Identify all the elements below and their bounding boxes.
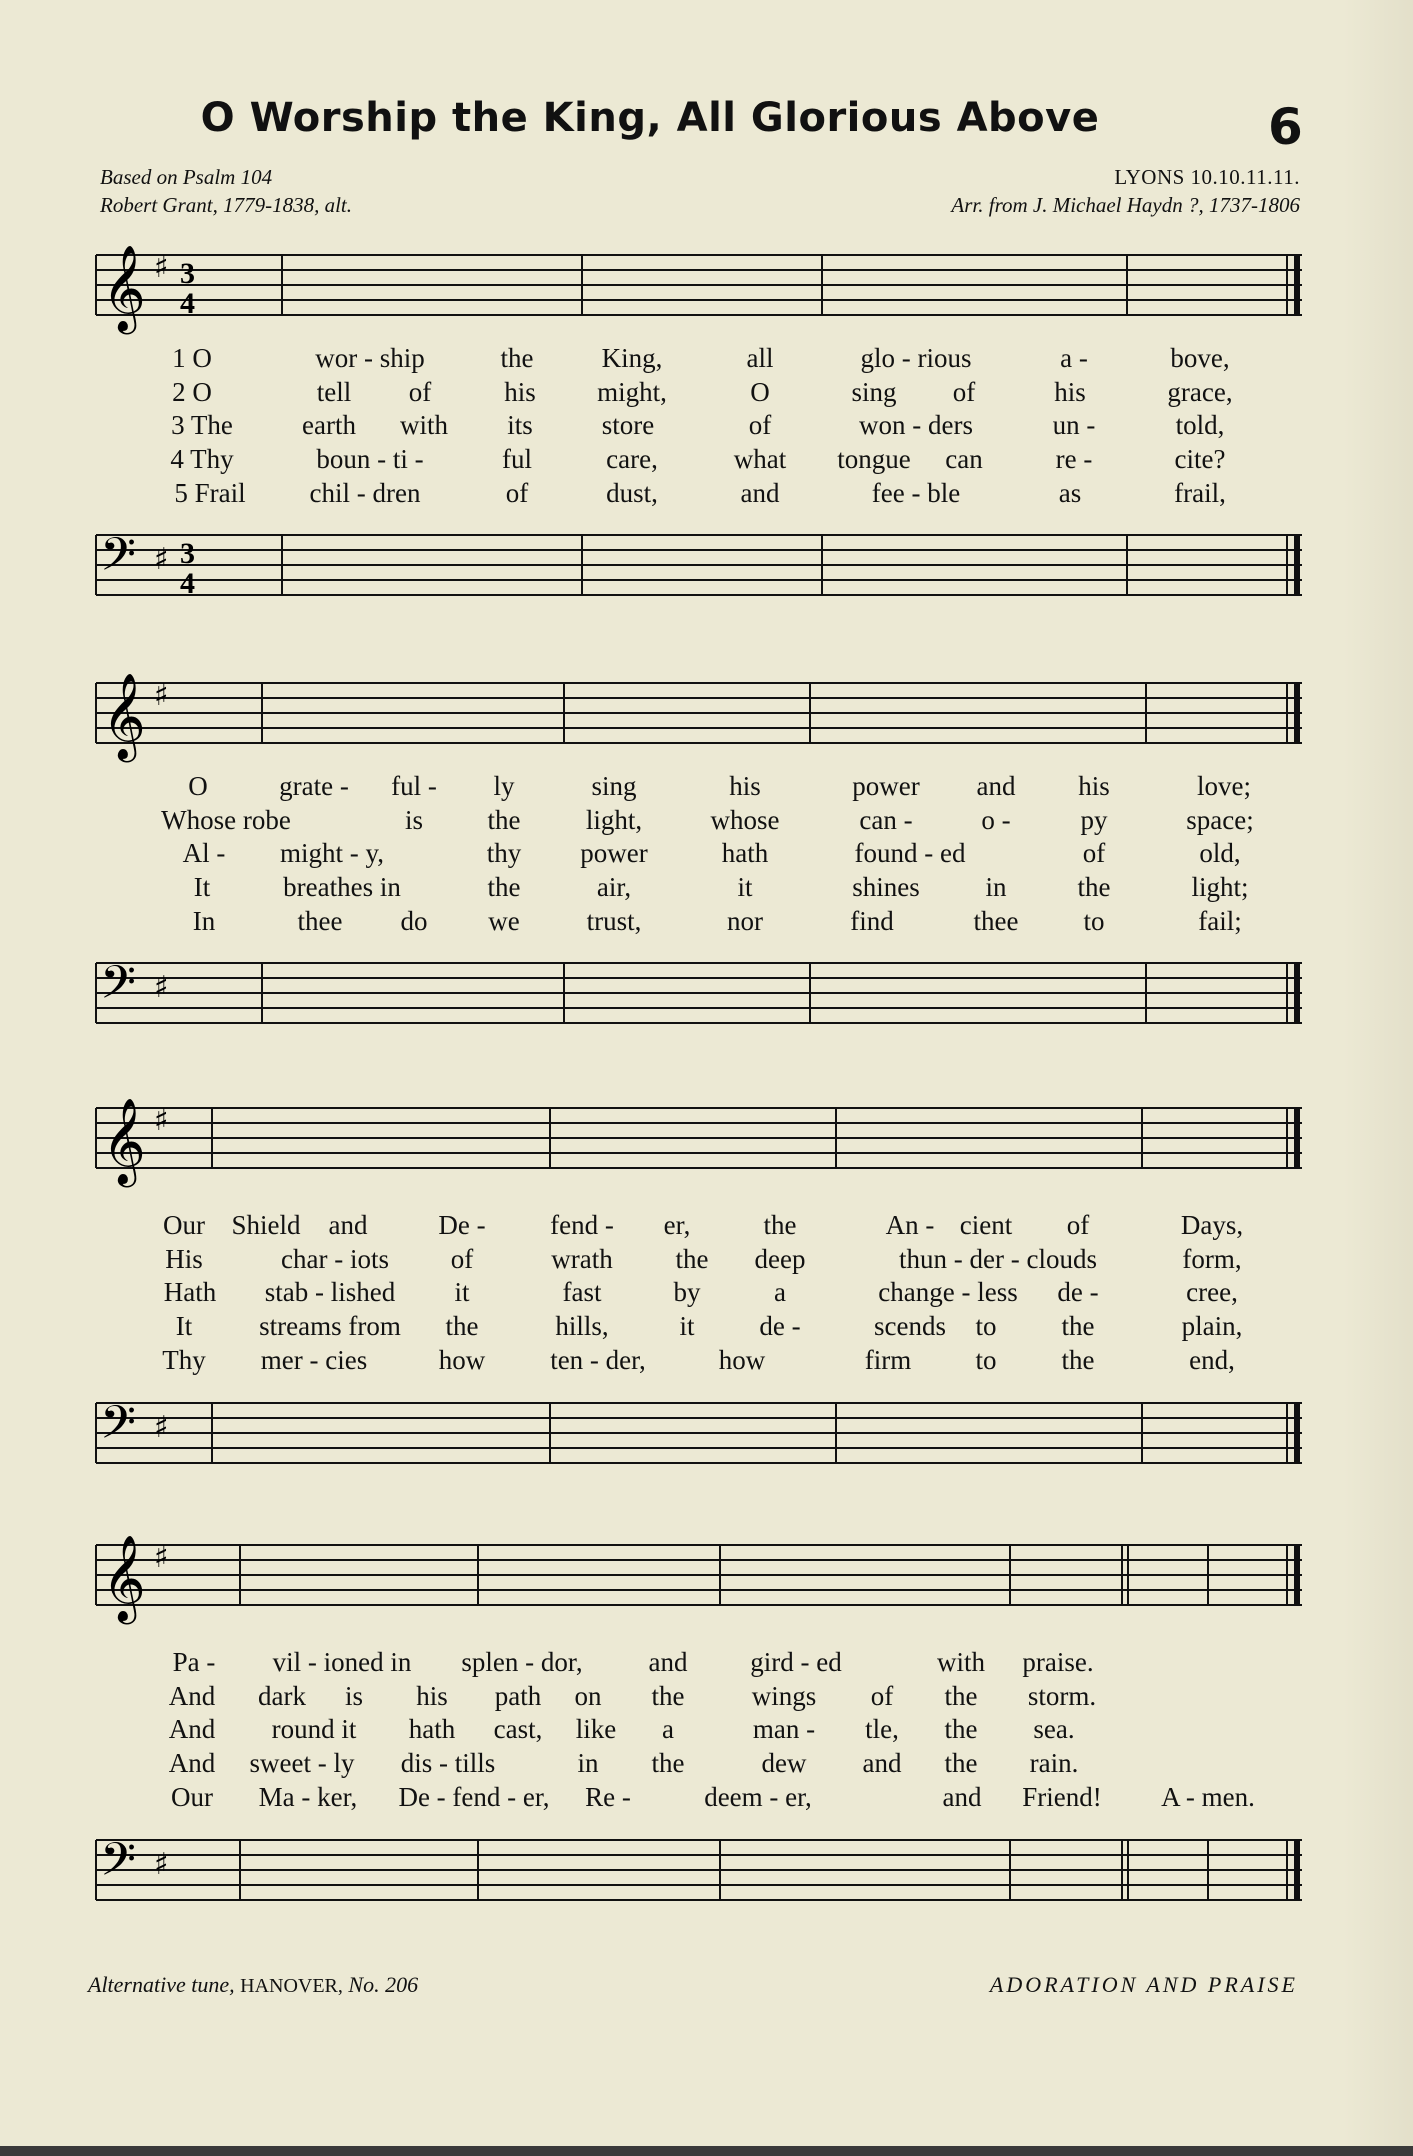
treble-staff — [92, 673, 1304, 759]
syllable: grate - — [279, 771, 349, 801]
hymn-title: O Worship the King, All Glorious Above — [200, 95, 1100, 141]
section-label: ADORATION AND PRAISE — [989, 1972, 1298, 1997]
syllable: cite? — [1174, 444, 1226, 474]
svg-text:♯: ♯ — [154, 1847, 169, 1882]
verse-3-line — [92, 1714, 1304, 1747]
syllable: air, — [596, 872, 632, 902]
syllable: tle, — [865, 1714, 899, 1744]
syllable: Hath — [163, 1277, 217, 1307]
syllable: a — [662, 1714, 674, 1744]
treble-staff — [92, 245, 1304, 331]
text-source: Based on Psalm 104 — [100, 165, 273, 189]
syllable: bove, — [1170, 343, 1230, 373]
syllable: the — [651, 1681, 685, 1711]
syllable: fend - — [550, 1210, 614, 1240]
syllable: fee - ble — [871, 478, 961, 508]
syllable: wings — [751, 1681, 817, 1711]
syllable: wor - ship — [315, 343, 425, 373]
syllable: the — [944, 1748, 978, 1778]
syllable: wrath — [551, 1244, 613, 1274]
syllable: 1 O — [172, 343, 212, 373]
syllable: and — [976, 771, 1016, 801]
verse-5-line — [92, 478, 1304, 511]
syllable: chil - dren — [309, 478, 421, 508]
syllable: store — [601, 410, 655, 440]
syllable: sing — [851, 377, 897, 407]
syllable: stab - lished — [264, 1277, 396, 1307]
syllable: thy — [486, 838, 522, 868]
syllable: his — [1078, 771, 1110, 801]
bass-staff-lines — [92, 528, 1304, 607]
syllable: by — [673, 1277, 701, 1307]
syllable: char - iots — [281, 1244, 389, 1274]
syllable: deem - er, — [704, 1782, 812, 1812]
syllable: dark — [258, 1681, 306, 1711]
syllable: nor — [727, 906, 763, 936]
syllable: love; — [1197, 771, 1251, 801]
syllable: Our — [171, 1782, 213, 1812]
bass-staff — [92, 956, 1304, 1035]
syllable: a — [774, 1277, 786, 1307]
svg-text:♯: ♯ — [154, 970, 169, 1005]
treble-staff-lines — [92, 1535, 1304, 1621]
syllable: De - — [438, 1210, 486, 1240]
svg-text:♯: ♯ — [154, 542, 169, 577]
svg-text:𝄞: 𝄞 — [102, 673, 146, 759]
syllable: breathes in — [283, 872, 401, 902]
syllable: frail, — [1174, 478, 1226, 508]
verse-2-line — [92, 1244, 1304, 1277]
syllable: storm. — [1027, 1681, 1097, 1711]
syllable: gird - ed — [750, 1647, 842, 1677]
syllable: trust, — [586, 906, 642, 936]
syllable: glo - rious — [860, 343, 972, 373]
syllable: A - men. — [1161, 1782, 1255, 1812]
syllable: and — [862, 1748, 902, 1778]
syllable: cast, — [493, 1714, 543, 1744]
svg-text:4: 4 — [180, 567, 195, 600]
syllable: of — [408, 377, 432, 407]
syllable: his — [416, 1681, 448, 1711]
syllable: dust, — [606, 478, 658, 508]
syllable: It — [193, 872, 211, 902]
syllable: in — [985, 872, 1007, 902]
syllable: as — [1058, 478, 1082, 508]
syllable: round it — [271, 1714, 357, 1744]
syllable: of — [450, 1244, 474, 1274]
alternative-tune-name: HANOVER, — [240, 1975, 343, 1997]
syllable: what — [733, 444, 787, 474]
syllable: hath — [721, 838, 769, 868]
syllable: tell — [316, 377, 352, 407]
syllable: on — [574, 1681, 602, 1711]
syllable: thee — [297, 906, 343, 936]
syllable: and — [740, 478, 780, 508]
verse-1-line — [92, 771, 1304, 804]
syllable: An - — [885, 1210, 935, 1240]
syllable: find — [850, 906, 894, 936]
syllable: his — [729, 771, 761, 801]
syllable: de - — [759, 1311, 801, 1341]
verse-2-line — [92, 805, 1304, 838]
syllable: to — [1083, 906, 1105, 936]
svg-text:𝄞: 𝄞 — [102, 1098, 146, 1184]
syllable: 4 Thy — [170, 444, 234, 474]
tune-name: LYONS 10.10.11.11. — [1114, 165, 1300, 189]
svg-text:♯: ♯ — [154, 678, 169, 713]
treble-staff-lines — [92, 673, 1304, 759]
syllable: O — [188, 771, 208, 801]
text-author: Robert Grant, 1779-1838, alt. — [100, 193, 352, 217]
syllable: the — [763, 1210, 797, 1240]
syllable: py — [1080, 805, 1108, 835]
syllable: scends — [874, 1311, 946, 1341]
syllable: is — [404, 805, 424, 835]
syllable: old, — [1199, 838, 1241, 868]
verse-3-line — [92, 410, 1304, 443]
syllable: thun - der - clouds — [899, 1244, 1097, 1274]
syllable: sing — [591, 771, 637, 801]
syllable: boun - ti - — [316, 444, 424, 474]
syllable: to — [975, 1311, 997, 1341]
syllable: the — [487, 805, 521, 835]
syllable: light; — [1191, 872, 1249, 902]
syllable: re - — [1055, 444, 1093, 474]
alternative-tune-number: No. 206 — [348, 1972, 419, 1997]
bass-staff-lines — [92, 1833, 1304, 1912]
syllable: plain, — [1181, 1311, 1243, 1341]
syllable: dis - tills — [400, 1748, 496, 1778]
scan-edge — [0, 2146, 1413, 2156]
syllable: like — [575, 1714, 617, 1744]
syllable: the — [1061, 1345, 1095, 1375]
syllable: his — [1054, 377, 1086, 407]
treble-staff — [92, 1098, 1304, 1184]
syllable: change - less — [878, 1277, 1018, 1307]
syllable: King, — [601, 343, 663, 373]
syllable: power — [580, 838, 648, 868]
syllable: the — [445, 1311, 479, 1341]
syllable: man - — [752, 1714, 816, 1744]
syllable: it — [454, 1277, 470, 1307]
syllable: sweet - ly — [249, 1748, 355, 1778]
syllable: grace, — [1167, 377, 1233, 407]
syllable: In — [192, 906, 216, 936]
svg-text:𝄢: 𝄢 — [100, 956, 137, 1021]
alternative-tune-note — [88, 1972, 418, 1998]
syllable: vil - ioned in — [272, 1647, 412, 1677]
syllable: er, — [663, 1210, 691, 1240]
syllable: un - — [1052, 410, 1096, 440]
treble-staff — [92, 1535, 1304, 1621]
syllable: the — [675, 1244, 709, 1274]
syllable: firm — [864, 1345, 912, 1375]
syllable: sea. — [1033, 1714, 1075, 1744]
syllable: ful - — [391, 771, 437, 801]
svg-text:♯: ♯ — [154, 1540, 169, 1575]
syllable: told, — [1175, 410, 1225, 440]
svg-text:𝄢: 𝄢 — [100, 528, 137, 593]
svg-text:𝄞: 𝄞 — [102, 1535, 146, 1621]
syllable: cree, — [1186, 1277, 1238, 1307]
verse-4-line — [92, 872, 1304, 905]
syllable: care, — [606, 444, 658, 474]
syllable: Whose robe — [161, 805, 291, 835]
treble-staff-lines — [92, 1098, 1304, 1184]
syllable: might - y, — [280, 838, 384, 868]
syllable: we — [488, 906, 520, 936]
verse-1-line — [92, 1210, 1304, 1243]
syllable: the — [487, 872, 521, 902]
syllable: Shield — [231, 1210, 301, 1240]
syllable: Al - — [182, 838, 226, 868]
svg-text:♯: ♯ — [154, 1410, 169, 1445]
syllable: is — [344, 1681, 364, 1711]
syllable: ful — [502, 444, 532, 474]
syllable: ten - der, — [550, 1345, 646, 1375]
syllable: with — [399, 410, 449, 440]
syllable: how — [438, 1345, 486, 1375]
syllable: end, — [1189, 1345, 1235, 1375]
syllable: won - ders — [859, 410, 973, 440]
syllable: form, — [1182, 1244, 1242, 1274]
syllable: de - — [1057, 1277, 1099, 1307]
syllable: dew — [761, 1748, 807, 1778]
syllable: Days, — [1180, 1210, 1244, 1240]
syllable: 3 The — [171, 410, 233, 440]
verse-1-line — [92, 1647, 1304, 1680]
svg-text:3: 3 — [180, 537, 195, 570]
syllable: a - — [1060, 343, 1088, 373]
syllable: can - — [859, 805, 913, 835]
syllable: and — [328, 1210, 368, 1240]
syllable: Our — [163, 1210, 205, 1240]
syllable: His — [165, 1244, 203, 1274]
syllable: it — [679, 1311, 695, 1341]
verse-5-line — [92, 1345, 1304, 1378]
svg-text:4: 4 — [180, 287, 195, 320]
syllable: with — [936, 1647, 986, 1677]
syllable: Friend! — [1022, 1782, 1102, 1812]
syllable: whose — [710, 805, 780, 835]
syllable: And — [168, 1714, 216, 1744]
syllable: 2 O — [172, 377, 212, 407]
syllable: mer - cies — [260, 1345, 368, 1375]
svg-text:♯: ♯ — [154, 250, 169, 285]
syllable: tongue — [837, 444, 911, 474]
bass-staff — [92, 1833, 1304, 1912]
svg-text:♯: ♯ — [154, 1103, 169, 1138]
syllable: to — [975, 1345, 997, 1375]
hymn-number: 6 — [1268, 98, 1303, 156]
verse-3-line — [92, 1277, 1304, 1310]
syllable: Pa - — [172, 1647, 216, 1677]
syllable: Thy — [162, 1345, 206, 1375]
syllable: it — [737, 872, 753, 902]
syllable: and — [648, 1647, 688, 1677]
page-edge-shading — [1343, 0, 1413, 2156]
bass-staff — [92, 1396, 1304, 1475]
syllable: do — [400, 906, 428, 936]
syllable: ly — [493, 771, 515, 801]
treble-staff-lines — [92, 245, 1304, 331]
syllable: 5 Frail — [174, 478, 246, 508]
syllable: De - fend - er, — [398, 1782, 550, 1812]
svg-text:𝄢: 𝄢 — [100, 1396, 137, 1461]
syllable: of — [505, 478, 529, 508]
svg-text:𝄞: 𝄞 — [102, 245, 146, 331]
syllable: and — [942, 1782, 982, 1812]
syllable: And — [168, 1748, 216, 1778]
syllable: fast — [562, 1277, 602, 1307]
syllable: the — [1077, 872, 1111, 902]
svg-text:3: 3 — [180, 257, 195, 290]
syllable: the — [651, 1748, 685, 1778]
bass-staff-lines — [92, 956, 1304, 1035]
syllable: hath — [408, 1714, 456, 1744]
syllable: praise. — [1022, 1647, 1094, 1677]
verse-2-line — [92, 1681, 1304, 1714]
syllable: space; — [1186, 805, 1254, 835]
syllable: It — [175, 1311, 193, 1341]
verse-1-line — [92, 343, 1304, 376]
syllable: found - ed — [854, 838, 966, 868]
syllable: streams from — [259, 1311, 401, 1341]
verse-4-line — [92, 1748, 1304, 1781]
syllable: And — [168, 1681, 216, 1711]
syllable: splen - dor, — [461, 1647, 583, 1677]
syllable: the — [944, 1714, 978, 1744]
verse-3-line — [92, 838, 1304, 871]
syllable: can — [945, 444, 983, 474]
verse-5-line — [92, 1782, 1304, 1815]
tune-composer: Arr. from J. Michael Haydn ?, 1737-1806 — [951, 193, 1300, 217]
syllable: Re - — [585, 1782, 631, 1812]
syllable: rain. — [1029, 1748, 1079, 1778]
syllable: all — [746, 343, 774, 373]
syllable: the — [1061, 1311, 1095, 1341]
syllable: might, — [597, 377, 667, 407]
syllable: its — [507, 410, 533, 440]
syllable: the — [500, 343, 534, 373]
syllable: o - — [981, 805, 1011, 835]
syllable: path — [494, 1681, 542, 1711]
syllable: his — [504, 377, 536, 407]
syllable: of — [1066, 1210, 1090, 1240]
verse-5-line — [92, 906, 1304, 939]
verse-4-line — [92, 1311, 1304, 1344]
syllable: hills, — [555, 1311, 609, 1341]
syllable: the — [944, 1681, 978, 1711]
syllable: in — [577, 1748, 599, 1778]
syllable: how — [718, 1345, 766, 1375]
syllable: of — [952, 377, 976, 407]
bass-staff-lines — [92, 1396, 1304, 1475]
syllable: shines — [852, 872, 920, 902]
syllable: thee — [973, 906, 1019, 936]
syllable: power — [852, 771, 920, 801]
syllable: of — [870, 1681, 894, 1711]
syllable: of — [748, 410, 772, 440]
svg-text:𝄢: 𝄢 — [100, 1833, 137, 1898]
syllable: Ma - ker, — [258, 1782, 358, 1812]
syllable: light, — [585, 805, 643, 835]
syllable: earth — [302, 410, 356, 440]
verse-2-line — [92, 377, 1304, 410]
alternative-label: Alternative tune, — [88, 1972, 235, 1997]
bass-staff — [92, 528, 1304, 607]
syllable: O — [750, 377, 770, 407]
syllable: deep — [754, 1244, 806, 1274]
syllable: fail; — [1198, 906, 1242, 936]
verse-4-line — [92, 444, 1304, 477]
syllable: cient — [959, 1210, 1013, 1240]
syllable: of — [1082, 838, 1106, 868]
